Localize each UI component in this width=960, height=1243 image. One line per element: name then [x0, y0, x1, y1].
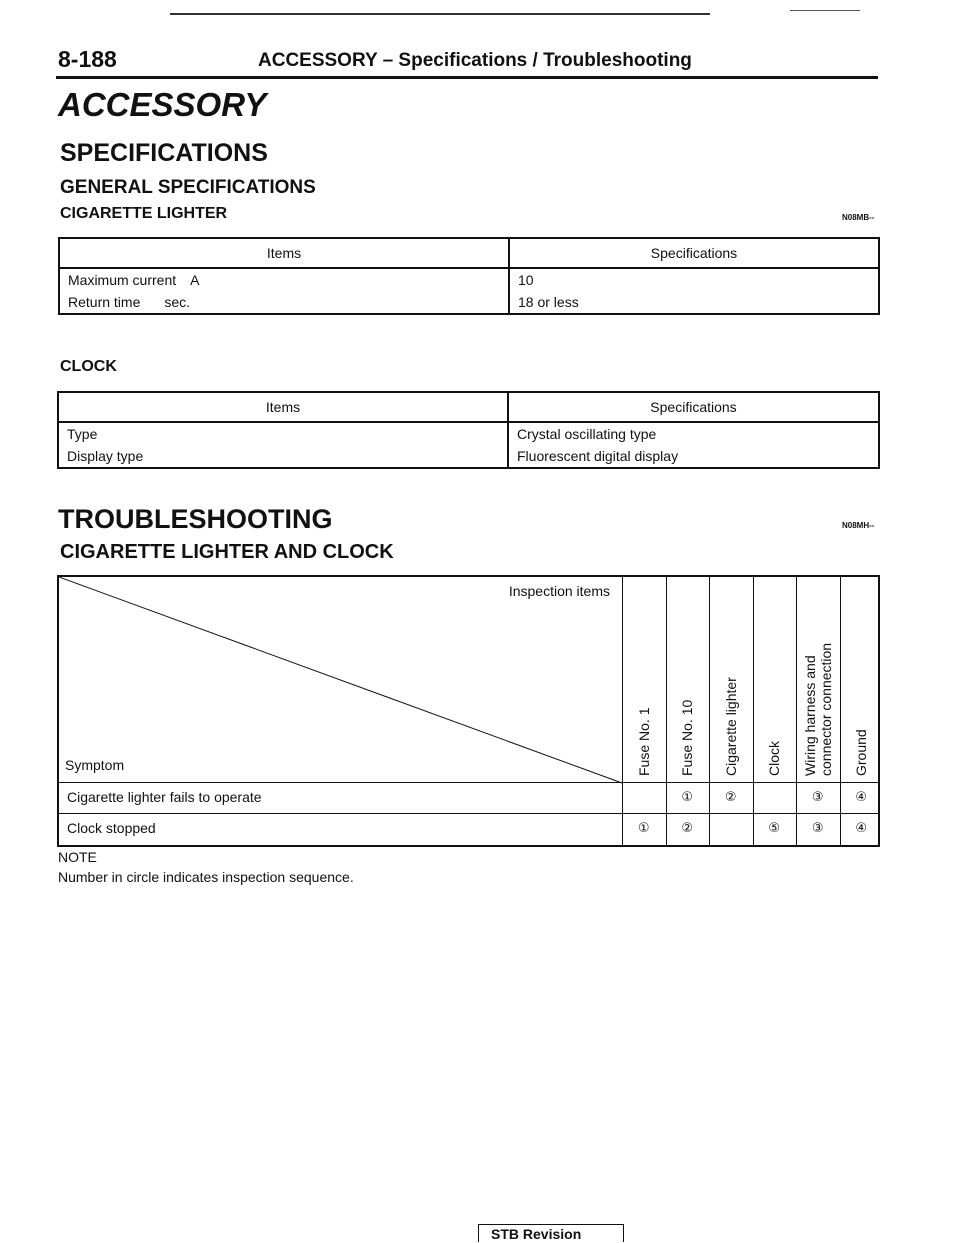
specs-cell: [509, 268, 879, 314]
item-unit: A: [190, 272, 200, 288]
clock-spec-table: [57, 391, 880, 469]
troubleshooting-table: [57, 575, 880, 847]
item-line: [68, 269, 500, 291]
column-header-label: connector connection: [817, 642, 834, 776]
inspection-sequence-mark: ①: [681, 789, 694, 804]
top-rule-short: [790, 10, 860, 11]
troubleshooting-heading: TROUBLESHOOTING: [58, 504, 333, 534]
cigarette-lighter-and-clock-heading: CIGARETTE LIGHTER AND CLOCK: [60, 541, 394, 563]
item-label: Return time: [68, 294, 141, 310]
table-row: [59, 268, 879, 314]
inspection-sequence-mark: ④: [855, 789, 868, 804]
inspection-items-label: Inspection items: [508, 583, 610, 599]
row-divider: [59, 782, 878, 783]
symptom-row-label: Cigarette lighter fails to operate: [67, 789, 262, 805]
column-header-label: Wiring harness and: [801, 655, 818, 776]
table-header-row: [59, 238, 879, 268]
top-rule: [170, 13, 710, 15]
inspection-sequence-mark: ②: [681, 819, 694, 835]
inspection-sequence-mark: ②: [724, 789, 737, 804]
symptom-label: Symptom: [65, 757, 125, 773]
inspection-sequence-mark: ⑤: [768, 819, 781, 835]
general-specifications-heading: GENERAL SPECIFICATIONS: [60, 177, 316, 198]
clock-heading: CLOCK: [60, 358, 117, 375]
section-code: N08MB--: [842, 213, 875, 222]
section-title: ACCESSORY – Specifications / Troubleshooting: [258, 50, 692, 71]
column-header-label: Clock: [766, 740, 783, 776]
item-unit: sec.: [164, 294, 191, 310]
inspection-sequence-mark: ③: [811, 819, 824, 835]
table-row: [58, 422, 879, 468]
section-code: N08MH--: [842, 521, 875, 530]
column-header-label: Fuse No. 10: [679, 699, 696, 776]
item-label: Display type: [67, 448, 144, 464]
row-divider: [59, 813, 878, 814]
cigarette-lighter-spec-table: [58, 237, 880, 315]
spec-value: Crystal oscillating type: [517, 426, 657, 442]
column-header-label: Cigarette lighter: [722, 677, 739, 776]
items-cell: [59, 268, 509, 314]
col-specifications: Specifications: [509, 238, 879, 268]
column-header-label: Fuse No. 1: [635, 707, 652, 776]
inspection-sequence-mark: ①: [637, 819, 650, 835]
item-label: Type: [67, 426, 98, 442]
page-number: 8-188: [58, 46, 117, 72]
note-label: NOTE: [58, 849, 97, 865]
page-title: ACCESSORY: [58, 86, 267, 123]
col-items: Items: [59, 238, 509, 268]
symptom-row-label: Clock stopped: [67, 819, 156, 836]
specifications-heading: SPECIFICATIONS: [60, 139, 268, 167]
item-line: [68, 291, 500, 313]
item-label: Maximum current: [68, 272, 177, 288]
spec-value: 10: [518, 272, 534, 288]
inspection-sequence-mark: ④: [855, 819, 868, 835]
column-divider: [753, 577, 754, 845]
column-header-label: Ground: [853, 729, 870, 776]
inspection-sequence-mark: ③: [811, 789, 824, 804]
col-specifications: Specifications: [508, 392, 879, 422]
items-cell: [58, 422, 508, 468]
col-items: Items: [58, 392, 508, 422]
cigarette-lighter-heading: CIGARETTE LIGHTER: [60, 205, 228, 222]
spec-value: 18 or less: [518, 294, 579, 310]
footer-revision: STB Revision: [478, 1224, 624, 1242]
header-rule: [56, 76, 878, 79]
note-text: Number in circle indicates inspection sequence.: [58, 869, 354, 885]
specs-cell: [508, 422, 879, 468]
spec-value: Fluorescent digital display: [517, 448, 679, 464]
column-divider: [622, 577, 623, 845]
table-header-row: [58, 392, 879, 422]
